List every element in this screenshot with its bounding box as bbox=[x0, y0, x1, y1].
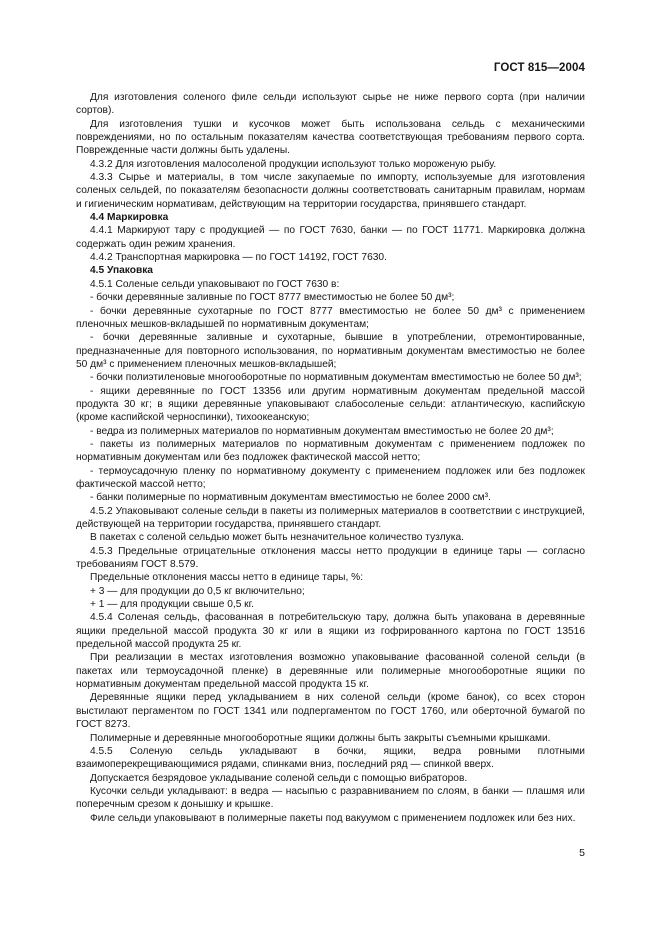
paragraph: 4.5.5 Соленую сельдь укладывают в бочки, ящики, ведра ровными плотными взаимоперекрещивающимися рядами, спинками вниз, последний ряд — спинкой вверх. bbox=[76, 745, 585, 771]
paragraph: - ведра из полимерных материалов по нормативным документам вместимостью не более 20 дм³; bbox=[90, 425, 554, 437]
section-heading: 4.5 Упаковка bbox=[90, 265, 153, 277]
paragraph: 4.4.1 Маркируют тару с продукцией — по ГОСТ 7630, банки — по ГОСТ 11771. Маркировка должна содержать один режим хранения. bbox=[76, 225, 585, 250]
paragraph: - бочки полиэтиленовые многооборотные по нормативным документам вместимостью не более 50 дм³; bbox=[90, 372, 582, 384]
paragraph: 4.4.2 Транспортная маркировка — по ГОСТ 14192, ГОСТ 7630. bbox=[90, 252, 387, 264]
paragraph: 4.5.4 Соленая сельдь, фасованная в потребительскую тару, должна быть упакована в деревянные ящики предельной массой продукта 30 кг или в ящики из гофрированного картона по ГОСТ 13516 предельной массой продукта 25 кг. bbox=[76, 612, 585, 651]
paragraph: 4.3.2 Для изготовления малосоленой продукции используют только мороженую рыбу. bbox=[90, 158, 497, 170]
paragraph: Полимерные и деревянные многооборотные ящики должны быть закрыты съемными крышками. bbox=[90, 732, 551, 744]
paragraph: 4.5.2 Упаковывают соленые сельди в пакеты из полимерных материалов в соответствии с инструкцией, действующей на территории государства, принявшего стандарт. bbox=[76, 505, 585, 530]
paragraph: - бочки деревянные заливные по ГОСТ 8777 вместимостью не более 50 дм³; bbox=[90, 292, 455, 304]
paragraph: - банки полимерные по нормативным документам вместимостью не более 2000 см³. bbox=[90, 492, 491, 504]
paragraph: - бочки деревянные заливные и сухотарные, бывшие в употреблении, отремонтированные, предназначенные для повторного использования, по нормативным документам вместимостью не более 50 дм³ с применением пленочных мешков-вкладышей; bbox=[76, 332, 585, 370]
paragraph: - ящики деревянные по ГОСТ 13356 или другим нормативным документам предельной массой продукта 30 кг; в ящики деревянные упаковывают слабосоленые сельди: атлантическую, каспийскую (кроме каспийской черноспинки), тихоокеанскую; bbox=[76, 385, 585, 424]
document-body bbox=[76, 91, 585, 825]
section-heading: 4.4 Маркировка bbox=[90, 212, 169, 224]
paragraph: + 3 — для продукции до 0,5 кг включительно; bbox=[90, 585, 305, 597]
paragraph: Предельные отклонения массы нетто в единице тары, %: bbox=[90, 572, 364, 584]
paragraph: 4.5.3 Предельные отрицательные отклонения массы нетто продукции в единице тары — согласно требованиям ГОСТ 8.579. bbox=[76, 545, 585, 571]
paragraph: Для изготовления тушки и кусочков может быть использована сельдь с механическими повреждениями, но по остальным показателям качества соответствующая требованиям первого сорта. Поврежденные части должны быть удалены. bbox=[76, 118, 585, 157]
paragraph: Для изготовления соленого филе сельди используют сырье не ниже первого сорта (при наличии сортов). bbox=[76, 92, 585, 117]
paragraph: В пакетах с соленой сельдью может быть незначительное количество тузлука. bbox=[90, 532, 464, 544]
paragraph: - термоусадочную пленку по нормативному документу с применением подложек или без подложек фактической массой нетто; bbox=[76, 465, 585, 490]
paragraph: 4.3.3 Сырье и материалы, в том числе закупаемые по импорту, используемые для изготовления соленых сельдей, по показателям безопасности должны соответствовать санитарным правилам, нормам и гигиеническим нормативам, действующим на территории государства, принявшего стандарт. bbox=[76, 172, 585, 210]
document-header: ГОСТ 815—2004 bbox=[493, 62, 585, 74]
page-number: 5 bbox=[579, 847, 585, 859]
paragraph: Деревянные ящики перед укладыванием в них соленой сельди (кроме банок), со всех сторон выстилают пергаментом по ГОСТ 1341 или подпергаментом по ГОСТ 1760, или оберточной бумагой по ГОСТ 8273. bbox=[76, 692, 585, 731]
paragraph: Кусочки сельди укладывают: в ведра — насыпью с разравниванием по слоям, в банки — плашмя или поперечным срезом к донышку и крышке. bbox=[76, 785, 585, 811]
paragraph: + 1 — для продукции свыше 0,5 кг. bbox=[90, 599, 254, 611]
paragraph: - пакеты из полимерных материалов по нормативным документам с применением подложек по нормативным документам или без подложек фактической массой нетто; bbox=[76, 438, 585, 464]
paragraph: 4.5.1 Соленые сельди упаковывают по ГОСТ 7630 в: bbox=[90, 278, 340, 290]
paragraph: Допускается безрядовое укладывание соленой сельди с помощью вибраторов. bbox=[90, 772, 468, 784]
paragraph: - бочки деревянные сухотарные по ГОСТ 8777 вместимостью не более 50 дм³ с применением пленочных мешков-вкладышей по нормативным документам; bbox=[76, 305, 585, 330]
paragraph: Филе сельди упаковывают в полимерные пакеты под вакуумом с применением подложек или без них. bbox=[90, 812, 576, 824]
paragraph: При реализации в местах изготовления возможно упаковывание фасованной соленой сельди (в пакетах или термоусадочной пленке) в деревянные или полимерные многооборотные ящики по нормативным документам предельной массой продукта 15 кг. bbox=[76, 652, 585, 691]
